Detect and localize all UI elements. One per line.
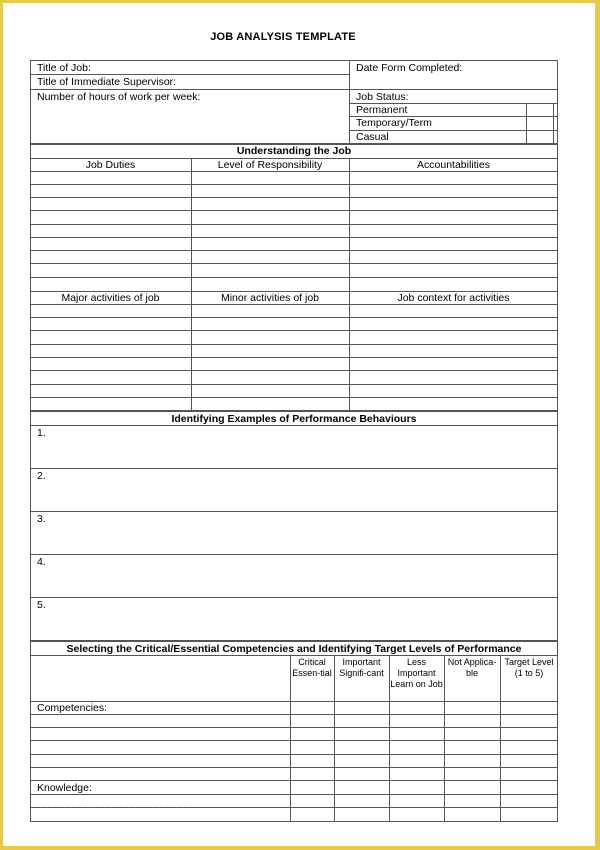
- status-option-permanent: Permanent: [356, 104, 408, 116]
- column-divider: [444, 655, 445, 822]
- column-target-level: Target Level (1 to 5): [504, 657, 554, 678]
- table-row-line: [30, 250, 558, 251]
- grid-line: [30, 655, 558, 656]
- table-row-line: [30, 304, 558, 305]
- hours-label: Number of hours of work per week:: [37, 91, 201, 103]
- table-row-line: [30, 780, 558, 781]
- column-divider: [290, 655, 291, 822]
- table-row-line: [30, 384, 558, 385]
- status-option-temporary: Temporary/Term: [356, 117, 432, 129]
- knowledge-label: Knowledge:: [37, 782, 92, 794]
- table-row-line: [30, 263, 558, 264]
- table-row-line: [30, 714, 558, 715]
- grid-line: [30, 511, 558, 512]
- column-critical-essential: Critical Essen-tial: [292, 657, 332, 678]
- table-row-line: [30, 197, 558, 198]
- competencies-label: Competencies:: [37, 702, 108, 714]
- column-minor-activities: Minor activities of job: [220, 292, 320, 304]
- table-row-line: [30, 224, 558, 225]
- column-divider: [334, 655, 335, 822]
- column-not-applicable: Not Applica-ble: [447, 657, 497, 678]
- column-divider: [500, 655, 501, 822]
- title-of-job-label: Title of Job:: [37, 62, 91, 74]
- status-option-casual: Casual: [356, 131, 389, 143]
- column-major-activities: Major activities of job: [61, 292, 160, 304]
- header-divider: [349, 60, 350, 144]
- table-row-line: [30, 740, 558, 741]
- grid-line: [30, 425, 558, 426]
- faint-footer-mark: . . . . . . . . . . . . . . . . . . . . . . . . . .: [40, 803, 191, 810]
- job-status-label: Job Status:: [356, 91, 409, 103]
- column-job-duties: Job Duties: [85, 159, 136, 171]
- column-divider: [349, 158, 350, 411]
- table-row-line: [30, 357, 558, 358]
- page-title: JOB ANALYSIS TEMPLATE: [210, 31, 356, 43]
- table-row-line: [30, 330, 558, 331]
- table-row-line: [30, 277, 558, 278]
- table-row-line: [30, 171, 558, 172]
- date-completed-label: Date Form Completed:: [356, 62, 463, 74]
- understanding-heading: Understanding the Job: [236, 145, 352, 157]
- grid-line: [30, 597, 558, 598]
- grid-line: [30, 468, 558, 469]
- table-row-line: [30, 344, 558, 345]
- column-important-significant: Important Signifi-cant: [339, 657, 384, 678]
- behaviour-item-1: 1.: [37, 427, 46, 439]
- behaviour-item-2: 2.: [37, 470, 46, 482]
- supervisor-label: Title of Immediate Supervisor:: [37, 76, 177, 88]
- behaviour-item-4: 4.: [37, 556, 46, 568]
- behaviour-item-3: 3.: [37, 513, 46, 525]
- table-row-line: [30, 727, 558, 728]
- status-checkbox-divider: [553, 103, 554, 144]
- grid-line: [30, 554, 558, 555]
- header-line: [30, 89, 349, 90]
- status-checkbox-divider: [526, 103, 527, 144]
- header-line: [349, 89, 558, 90]
- column-less-important: Less Important Learn on Job: [390, 657, 443, 689]
- table-row-line: [30, 767, 558, 768]
- table-row-line: [30, 317, 558, 318]
- table-row-line: [30, 210, 558, 211]
- table-row-line: [30, 754, 558, 755]
- table-row-line: [30, 237, 558, 238]
- behaviour-item-5: 5.: [37, 599, 46, 611]
- table-row-line: [30, 184, 558, 185]
- table-row-line: [30, 370, 558, 371]
- table-row-line: [30, 794, 558, 795]
- header-line: [30, 74, 349, 75]
- behaviours-heading: Identifying Examples of Performance Behaviours: [171, 413, 417, 425]
- table-row-line: [30, 397, 558, 398]
- column-accountabilities: Accountabilities: [417, 159, 490, 171]
- competencies-heading: Selecting the Critical/Essential Competencies and Identifying Target Levels of Performance: [66, 643, 522, 655]
- column-level-of-responsibility: Level of Responsibility: [217, 159, 323, 171]
- column-divider: [191, 158, 192, 411]
- column-job-context: Job context for activities: [397, 292, 510, 304]
- grid-line: [30, 701, 558, 702]
- behaviours-section: [30, 411, 558, 641]
